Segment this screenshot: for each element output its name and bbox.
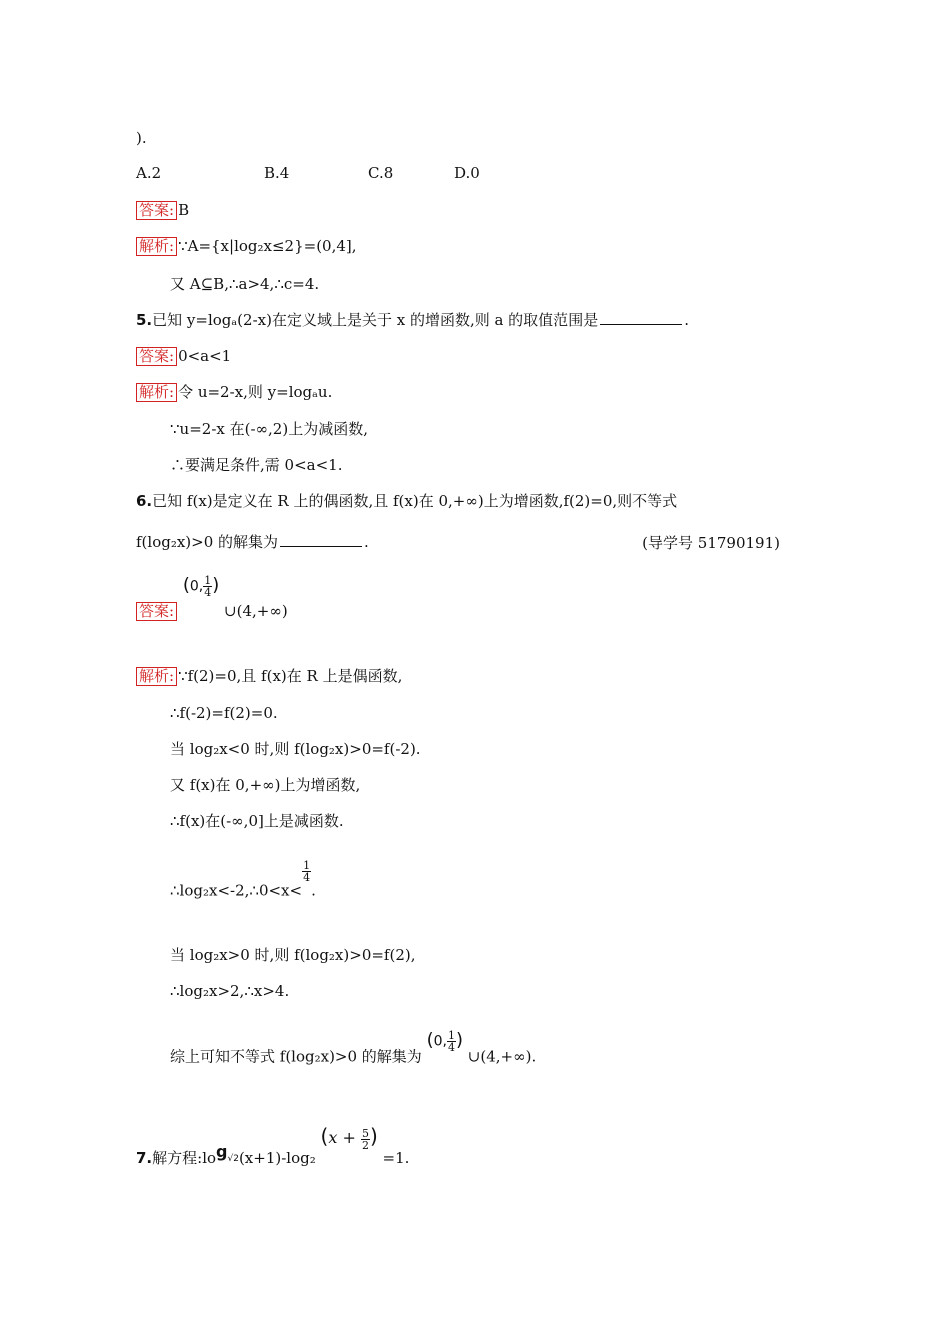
q5-answer-blank [600, 310, 682, 325]
q6-stem-1-text: 已知 f(x)是定义在 R 上的偶函数,且 f(x)在 0,+∞)上为增函数,f(2)=0,则不等式 [152, 492, 678, 510]
q6-stem-2 [136, 532, 369, 552]
q6-analysis-8: ∴log₂x>2,∴x>4. [170, 982, 290, 1000]
q4-analysis-2: 又 A⊆B,∴a>4,∴c=4. [170, 275, 320, 293]
answer-label: 答案: [136, 347, 177, 366]
frac-num: 1 [447, 1029, 455, 1042]
q6-analysis-9-text: 综上可知不等式 f(log₂x)>0 的解集为 [170, 1047, 422, 1066]
q7-paren-inner: x + [328, 1128, 361, 1147]
q5-analysis-3: ∴要满足条件,需 0<a<1. [170, 456, 343, 474]
q6-analysis-7: 当 log₂x>0 时,则 f(log₂x)>0=f(2), [170, 946, 416, 964]
q6-analysis-4: 又 f(x)在 0,+∞)上为增函数, [170, 776, 361, 794]
q6-analysis-5: ∴f(x)在(-∞,0]上是减函数. [170, 812, 344, 830]
q7-number: 7. [136, 1149, 153, 1167]
analysis-label: 解析: [136, 383, 177, 402]
q4-option-b: B.4 [264, 164, 290, 182]
q6-answer-blank [280, 532, 362, 547]
paren-close: ) [212, 574, 220, 596]
fraction-quarter [447, 1030, 456, 1053]
frac-num: 5 [361, 1126, 369, 1140]
paren-close: ) [455, 1029, 464, 1051]
q6-answer-row [136, 574, 288, 620]
q7-sqrt2-base: √2 [227, 1154, 239, 1164]
q7-stem [136, 1124, 410, 1171]
interval-left: 0, [189, 578, 204, 595]
q6-solution-interval [427, 1030, 463, 1053]
answer-label: 答案: [136, 201, 177, 220]
interval-left: 0, [433, 1033, 447, 1050]
q4-analysis-row [136, 236, 357, 256]
q6-stem-1 [136, 491, 677, 511]
q6-analysis-9 [170, 1029, 537, 1069]
q6-answer-tail: ∪(4,+∞) [224, 601, 288, 620]
answer-label: 答案: [136, 602, 177, 621]
analysis-label: 解析: [136, 237, 177, 256]
q7-stem-1: 解方程:lo [152, 1149, 217, 1167]
frac-den: 4 [204, 586, 212, 599]
q4-option-d: D.0 [454, 164, 480, 182]
analysis-label: 解析: [136, 667, 177, 686]
frac-den: 4 [447, 1041, 455, 1054]
q4-answer: B [178, 201, 190, 219]
fraction-quarter [203, 575, 212, 598]
q7-log-g: g [216, 1142, 228, 1161]
q5-stem-text: 已知 y=logₐ(2-x)在定义域上是关于 x 的增函数,则 a 的取值范围是 [152, 311, 599, 329]
q5-stem-end: . [684, 311, 689, 329]
paren-open: ( [182, 574, 190, 596]
paren-open: ( [426, 1029, 434, 1051]
q5-answer: 0<a<1 [178, 347, 232, 365]
q6-analysis-1: ∵f(2)=0,且 f(x)在 R 上是偶函数, [178, 667, 403, 685]
q5-analysis-row [136, 382, 332, 402]
frac-num: 1 [303, 859, 311, 872]
q6-analysis-2: ∴f(-2)=f(2)=0. [170, 704, 278, 722]
q7-stem-3: =1. [382, 1149, 410, 1167]
q6-answer-interval [183, 575, 219, 598]
q4-answer-row [136, 200, 189, 220]
q4-analysis-1: ∵A={x|log₂x≤2}=(0,4], [178, 237, 357, 255]
q6-analysis-6-end: . [311, 881, 316, 900]
q6-analysis-6-text: ∴log₂x<-2,∴0<x< [170, 881, 303, 900]
q6-number: 6. [136, 492, 153, 510]
fraction-quarter [302, 860, 311, 883]
paren-close: ) [369, 1124, 378, 1148]
q4-option-c: C.8 [368, 164, 394, 182]
q6-stem-2-text: f(log₂x)>0 的解集为 [136, 533, 279, 551]
frac-num: 1 [204, 574, 212, 587]
q5-analysis-2: ∵u=2-x 在(-∞,2)上为减函数, [170, 420, 368, 438]
q5-analysis-1: 令 u=2-x,则 y=logₐu. [178, 383, 333, 401]
paren-open: ( [320, 1124, 329, 1148]
q6-analysis-row [136, 666, 402, 686]
q5-answer-row [136, 346, 231, 366]
q4-option-a: A.2 [136, 164, 162, 182]
q4-tail: ). [136, 129, 147, 147]
q7-paren-expression [321, 1126, 378, 1151]
frac-den: 4 [303, 871, 311, 884]
q5-stem [136, 310, 689, 330]
q6-stem-2-end: . [364, 533, 369, 551]
q7-stem-2: (x+1)-log₂ [238, 1149, 316, 1167]
q5-number: 5. [136, 311, 153, 329]
q6-analysis-3: 当 log₂x<0 时,则 f(log₂x)>0=f(-2). [170, 740, 421, 758]
frac-den: 2 [361, 1138, 369, 1152]
q6-analysis-9-tail: ∪(4,+∞). [467, 1047, 537, 1066]
guide-number: (导学号 51790191) [642, 534, 780, 552]
fraction-five-halves [361, 1128, 370, 1151]
q6-analysis-6 [170, 859, 316, 903]
